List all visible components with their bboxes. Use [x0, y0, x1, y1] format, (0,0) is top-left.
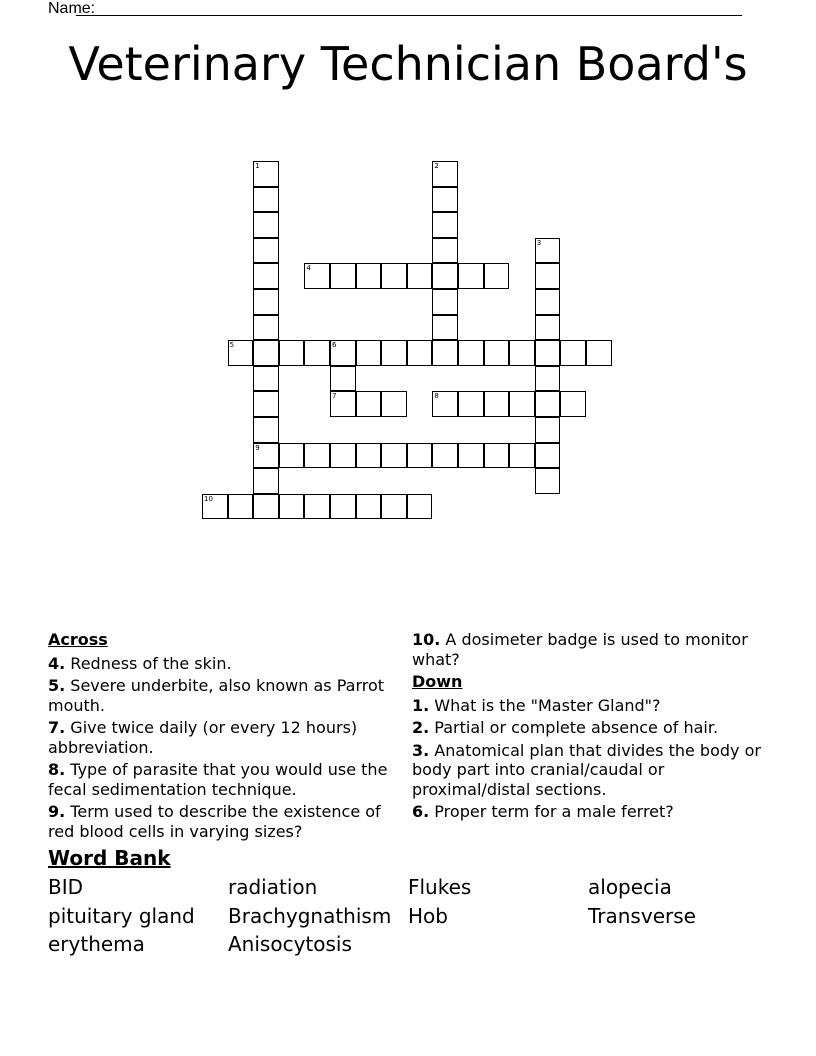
grid-cell[interactable]	[407, 443, 433, 469]
grid-cell[interactable]	[253, 212, 279, 238]
grid-cell[interactable]	[432, 443, 458, 469]
grid-cell[interactable]	[432, 315, 458, 341]
clue-down-6	[412, 802, 772, 822]
grid-cell[interactable]	[432, 289, 458, 315]
grid-cell[interactable]	[458, 340, 484, 366]
grid-cell[interactable]	[509, 443, 535, 469]
grid-cell[interactable]	[330, 494, 356, 520]
clue-across-4	[48, 654, 393, 674]
clue-down-2	[412, 718, 772, 738]
word-bank-item: radiation	[228, 875, 318, 899]
grid-cell[interactable]	[304, 494, 330, 520]
grid-cell[interactable]	[253, 494, 279, 520]
clue-text: Redness of the skin.	[65, 653, 232, 673]
word-bank	[48, 874, 808, 960]
clue-text: Anatomical plan that divides the body or body part into cranial/caudal or proximal/distal sections.	[412, 740, 761, 799]
grid-cell[interactable]	[458, 443, 484, 469]
cell-number-label: 9	[255, 443, 260, 452]
cell-number-label: 2	[434, 162, 439, 170]
grid-cell[interactable]	[279, 494, 305, 520]
grid-cell[interactable]	[484, 263, 510, 289]
grid-cell[interactable]	[356, 263, 382, 289]
down-heading: Down	[412, 672, 463, 691]
clues-left-column	[48, 630, 393, 844]
clue-across-8	[48, 760, 393, 799]
grid-cell[interactable]	[253, 468, 279, 494]
clue-across-7	[48, 718, 393, 757]
grid-cell[interactable]	[253, 238, 279, 264]
word-bank-item: Flukes	[408, 875, 472, 899]
page-title: Veterinary Technician Board's	[68, 37, 748, 91]
grid-cell[interactable]	[381, 391, 407, 417]
word-bank-item: Hob	[408, 903, 448, 928]
grid-cell[interactable]	[330, 366, 356, 392]
grid-cell[interactable]	[279, 443, 305, 469]
grid-cell[interactable]	[509, 340, 535, 366]
clue-text: A dosimeter badge is used to monitor what?	[412, 630, 748, 669]
clue-number: 7.	[48, 718, 66, 737]
clue-text: Give twice daily (or every 12 hours) abbreviation.	[48, 718, 358, 757]
grid-cell[interactable]	[535, 468, 561, 494]
cell-number-label: 8	[434, 392, 439, 401]
grid-cell[interactable]	[432, 187, 458, 213]
clue-number: 5.	[48, 676, 66, 695]
word-bank-item: erythema	[48, 932, 145, 956]
grid-cell[interactable]	[356, 494, 382, 520]
clue-number: 8.	[48, 760, 66, 779]
clue-number: 10.	[412, 630, 441, 649]
grid-cell[interactable]	[253, 263, 279, 289]
grid-cell[interactable]	[279, 340, 305, 366]
clue-text: Proper term for a male ferret?	[429, 802, 674, 821]
grid-cell[interactable]	[381, 340, 407, 366]
clue-text: Severe underbite, also known as Parrot mouth.	[48, 676, 385, 715]
grid-cell[interactable]	[356, 443, 382, 469]
grid-cell[interactable]	[330, 263, 356, 289]
grid-cell[interactable]	[432, 263, 458, 289]
clue-across-5	[48, 676, 393, 715]
clue-number: 3.	[412, 740, 430, 760]
grid-cell[interactable]	[356, 391, 382, 417]
clue-down-3	[412, 741, 772, 800]
word-bank-item: Anisocytosis	[228, 932, 352, 956]
clue-text: Type of parasite that you would use the fecal sedimentation technique.	[48, 760, 388, 799]
grid-cell[interactable]	[253, 340, 279, 366]
grid-cell[interactable]	[535, 391, 561, 417]
cell-number-label: 3	[536, 238, 542, 247]
grid-cell[interactable]	[381, 443, 407, 469]
word-bank-title: Word Bank	[48, 846, 171, 870]
clue-number: 2.	[412, 718, 430, 737]
grid-cell[interactable]	[407, 263, 433, 289]
clue-across-10	[412, 630, 772, 669]
word-bank-item: Transverse	[588, 903, 696, 928]
name-label: Name:	[48, 0, 96, 17]
clue-text: What is the "Master Gland"?	[429, 695, 661, 715]
grid-cell[interactable]	[253, 417, 279, 443]
clue-down-1	[412, 696, 772, 716]
grid-cell[interactable]	[535, 443, 561, 469]
cell-number-label: 6	[332, 341, 337, 350]
grid-cell[interactable]	[253, 315, 279, 341]
grid-cell[interactable]	[484, 340, 510, 366]
grid-cell[interactable]	[586, 340, 612, 366]
grid-cell[interactable]	[484, 391, 510, 417]
cell-number-label: 10	[204, 494, 213, 503]
word-bank-item: pituitary gland	[48, 903, 195, 928]
cell-number-label: 5	[229, 341, 235, 350]
clue-number: 6.	[412, 802, 430, 821]
grid-cell[interactable]	[253, 289, 279, 315]
grid-cell[interactable]	[432, 340, 458, 366]
grid-cell[interactable]	[228, 494, 254, 520]
clue-text: Partial or complete absence of hair.	[429, 718, 719, 737]
clue-number: 1.	[412, 695, 430, 715]
across-heading: Across	[48, 630, 108, 649]
cell-number-label: 1	[255, 162, 260, 170]
grid-cell[interactable]	[253, 187, 279, 213]
grid-cell[interactable]	[253, 391, 279, 417]
grid-cell[interactable]	[458, 391, 484, 417]
grid-cell[interactable]	[560, 391, 586, 417]
grid-cell[interactable]	[535, 289, 561, 315]
word-bank-item: alopecia	[588, 875, 672, 899]
grid-cell[interactable]	[356, 340, 382, 366]
cell-number-label: 7	[332, 392, 337, 401]
cell-number-label: 4	[306, 264, 311, 273]
word-bank-item: Brachygnathism	[228, 903, 392, 928]
clue-number: 4.	[48, 653, 66, 673]
grid-cell[interactable]	[535, 366, 561, 392]
grid-cell[interactable]	[253, 366, 279, 392]
grid-cell[interactable]	[484, 443, 510, 469]
grid-cell[interactable]	[381, 494, 407, 520]
grid-cell[interactable]	[560, 340, 586, 366]
clues-right-column	[412, 630, 772, 825]
grid-cell[interactable]	[535, 340, 561, 366]
grid-cell[interactable]	[535, 263, 561, 289]
grid-cell[interactable]	[407, 340, 433, 366]
grid-cell[interactable]	[304, 443, 330, 469]
grid-cell[interactable]	[330, 443, 356, 469]
grid-cell[interactable]	[458, 263, 484, 289]
grid-cell[interactable]	[304, 340, 330, 366]
grid-cell[interactable]	[381, 263, 407, 289]
grid-cell[interactable]	[509, 391, 535, 417]
grid-cell[interactable]	[407, 494, 433, 520]
word-bank-item: BID	[48, 875, 84, 899]
clue-number: 9.	[48, 802, 66, 821]
grid-cell[interactable]	[535, 417, 561, 443]
clue-across-9	[48, 802, 393, 841]
clue-text: Term used to describe the existence of red blood cells in varying sizes?	[48, 802, 381, 841]
grid-cell[interactable]	[432, 238, 458, 264]
grid-cell[interactable]	[432, 212, 458, 238]
grid-cell[interactable]	[535, 315, 561, 341]
